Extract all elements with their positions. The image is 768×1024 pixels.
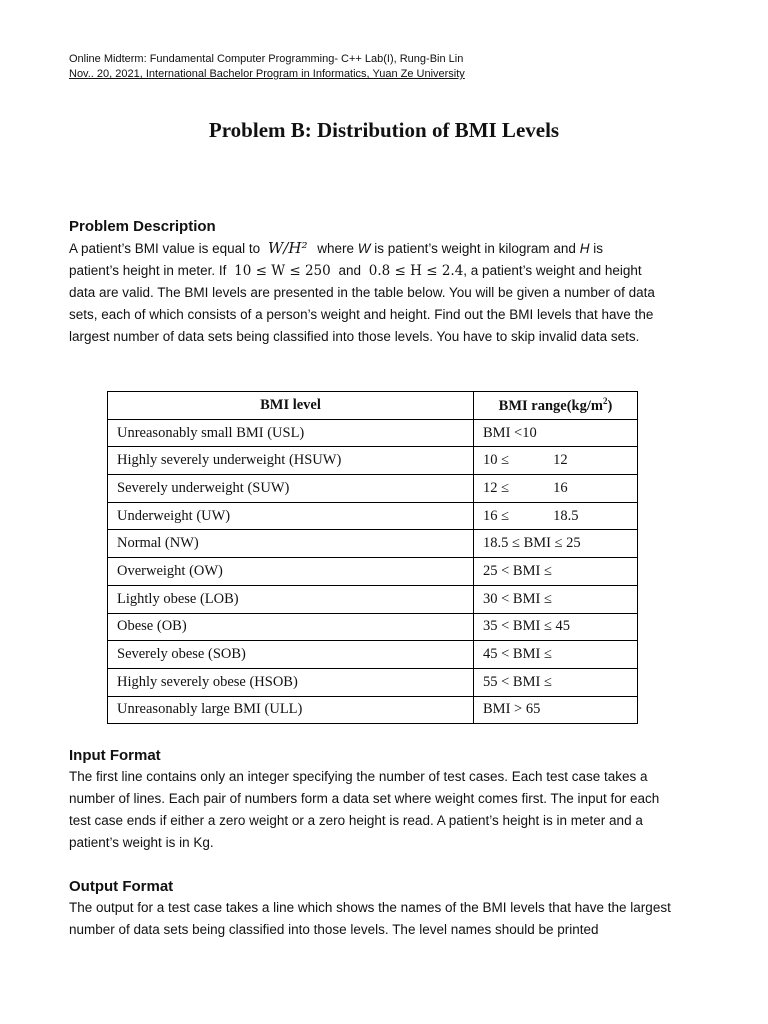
desc-text-1a: A patient’s BMI value is equal to (69, 241, 261, 256)
desc-text-1d: is (593, 241, 603, 256)
range-cell (474, 502, 638, 530)
description-line-2 (69, 260, 675, 282)
output-format-paragraph: The output for a test case takes a line which shows the names of the BMI levels that have the largest number of data sets being classified into those levels. The level names should be printed (69, 900, 671, 937)
range-cell: BMI > 65 (474, 696, 638, 724)
desc-text-1b: where (317, 241, 355, 256)
level-cell: Obese (OB) (108, 613, 474, 641)
range-cell: BMI <10 (474, 419, 638, 447)
description-paragraph (69, 237, 675, 348)
description-heading: Problem Description (69, 218, 216, 235)
level-cell: Lightly obese (LOB) (108, 585, 474, 613)
table-row (108, 558, 638, 586)
var-w: W (357, 241, 371, 256)
column-header-level: BMI level (108, 392, 474, 420)
description-line-1 (69, 237, 675, 260)
level-cell: Unreasonably large BMI (ULL) (108, 696, 474, 724)
range-upper: 12 (553, 452, 568, 469)
level-cell: Unreasonably small BMI (USL) (108, 419, 474, 447)
range-lower: 16 ≤ (483, 507, 510, 524)
table-row (108, 641, 638, 669)
desc-and: and (338, 263, 362, 278)
table-row (108, 419, 638, 447)
problem-title: Problem B: Distribution of BMI Levels (208, 118, 560, 142)
table-row (108, 530, 638, 558)
range-lower: 12 ≤ (483, 479, 510, 496)
level-cell: Normal (NW) (108, 530, 474, 558)
range-cell: 55 < BMI ≤ (474, 668, 638, 696)
desc-text-2b: , a patient’s weight and height (463, 263, 642, 278)
table-row (108, 447, 638, 475)
bmi-table (107, 391, 638, 724)
table-header-row (108, 392, 638, 420)
range-lower: 10 ≤ (483, 452, 510, 469)
range-cell: 35 < BMI ≤ 45 (474, 613, 638, 641)
table-row (108, 502, 638, 530)
level-cell: Highly severely obese (HSOB) (108, 668, 474, 696)
page-header (69, 52, 465, 82)
level-cell: Severely underweight (SUW) (108, 475, 474, 503)
level-cell: Highly severely underweight (HSUW) (108, 447, 474, 475)
level-cell: Overweight (OW) (108, 558, 474, 586)
input-format-heading: Input Format (69, 747, 161, 764)
table-row (108, 585, 638, 613)
column-header-range: BMI $range(kg/m^2)$ (474, 392, 638, 420)
range-cell: 25 < BMI ≤ (474, 558, 638, 586)
output-format-heading: Output Format (69, 878, 174, 895)
desc-text-2a: patient’s height in meter. If (69, 263, 227, 278)
height-condition: 0.8 ≤ H ≤ 2.4 (368, 263, 464, 279)
range-cell: 30 < BMI ≤ (474, 585, 638, 613)
table-row (108, 668, 638, 696)
bmi-formula: W/H² (267, 239, 308, 257)
description-rest: data are valid. The BMI levels are presented in the table below. You will be given a number of data sets, each of which consists of a person’s weight and height. Find out the BMI levels that have the largest number of data sets being classified into those levels. You have to skip invalid data sets. (69, 285, 655, 344)
table-row (108, 613, 638, 641)
level-cell: Underweight (UW) (108, 502, 474, 530)
input-format-paragraph: The first line contains only an integer specifying the number of test cases. Each test case takes a number of lines. Each pair of numbers form a data set where weight comes first. The input for each test case ends if either a zero weight or a zero height is read. A patient’s height is in meter and a patient’s weight is in Kg. (69, 769, 660, 850)
range-cell: 45 < BMI ≤ (474, 641, 638, 669)
range-cell (474, 447, 638, 475)
level-cell: Severely obese (SOB) (108, 641, 474, 669)
weight-condition: 10 ≤ W ≤ 250 (234, 263, 331, 279)
range-cell (474, 475, 638, 503)
table-row (108, 696, 638, 724)
table-row (108, 475, 638, 503)
range-upper: 16 (553, 479, 568, 496)
header-course-line: Online Midterm: Fundamental Computer Programming- C++ Lab(I), Rung-Bin Lin (69, 53, 464, 65)
header-date-line: Nov.. 20, 2021, International Bachelor Program in Informatics, Yuan Ze University (69, 68, 465, 80)
range-upper: 18.5 (553, 507, 579, 524)
var-h: H (579, 241, 590, 256)
desc-text-1c: is patient’s weight in kilogram and (374, 241, 576, 256)
range-cell: 18.5 ≤ BMI ≤ 25 (474, 530, 638, 558)
